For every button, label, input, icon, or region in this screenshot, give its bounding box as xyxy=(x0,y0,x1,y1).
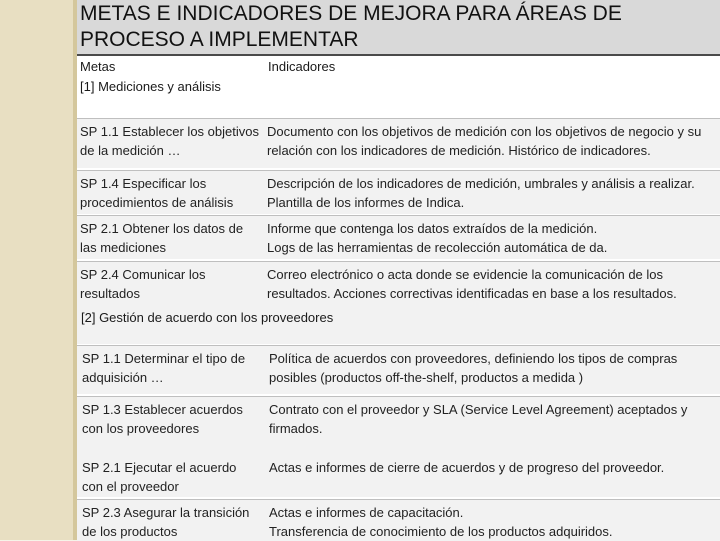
indicator-cell: Informe que contenga los datos extraídos de la medición. Logs de las herramientas de recolección automática de da. xyxy=(267,221,608,255)
meta-cell: SP 2.1 Obtener los datos de las mediciones xyxy=(80,221,244,255)
meta-cell: SP 2.4 Comunicar los resultados xyxy=(80,267,206,301)
slide-title: METAS E INDICADORES DE MEJORA PARA ÁREAS DE PROCESO A IMPLEMENTAR xyxy=(80,2,622,51)
indicator-cell: Documento con los objetivos de medición con los objetivos de negocio y su relación con los indicadores de medición. Histórico de indicadores. xyxy=(267,124,702,158)
meta-cell: SP 1.1 Establecer los objetivos de la medición … xyxy=(80,124,259,158)
section-label-band xyxy=(77,306,720,344)
indicator-cell: Contrato con el proveedor y SLA (Service Level Agreement) aceptados y firmados. xyxy=(269,402,688,436)
table-row xyxy=(77,396,720,457)
indicator-cell: Descripción de los indicadores de medición, umbrales y análisis a realizar. Plantilla de los informes de Indica. xyxy=(267,176,695,210)
meta-cell: SP 1.4 Especificar los procedimientos de análisis xyxy=(80,176,234,210)
table-row xyxy=(77,499,720,541)
table-header xyxy=(77,57,720,99)
table-row xyxy=(77,170,720,214)
indicator-cell: Actas e informes de cierre de acuerdos y de progreso del proveedor. xyxy=(269,460,665,475)
meta-cell: SP 2.1 Ejecutar el acuerdo con el proveedor xyxy=(82,460,237,494)
table-row xyxy=(77,261,720,306)
meta-cell: SP 2.3 Asegurar la transición de los productos xyxy=(82,505,250,539)
section-label-proveedores: [2] Gestión de acuerdo con los proveedores xyxy=(81,310,334,325)
section-label-mediciones: [1] Mediciones y análisis xyxy=(80,79,221,94)
left-decorative-stripe xyxy=(0,0,73,540)
table-row xyxy=(77,118,720,168)
meta-cell: SP 1.3 Establecer acuerdos con los proveedores xyxy=(82,402,243,436)
indicator-cell: Correo electrónico o acta donde se evidencie la comunicación de los resultados. Acciones correctivas identificadas en base a los resultados. xyxy=(267,267,677,301)
table-row xyxy=(77,215,720,259)
indicator-cell: Actas e informes de capacitación. Transferencia de conocimiento de los productos adquiridos. xyxy=(269,505,613,539)
table-row xyxy=(77,345,720,394)
column-header-metas: Metas xyxy=(80,59,116,74)
indicator-cell: Política de acuerdos con proveedores, definiendo los tipos de compras posibles (productos off-the-shelf, productos a medida ) xyxy=(269,351,678,385)
meta-cell: SP 1.1 Determinar el tipo de adquisición … xyxy=(82,351,246,385)
column-header-indicadores: Indicadores xyxy=(268,59,336,74)
table-row xyxy=(77,455,720,497)
